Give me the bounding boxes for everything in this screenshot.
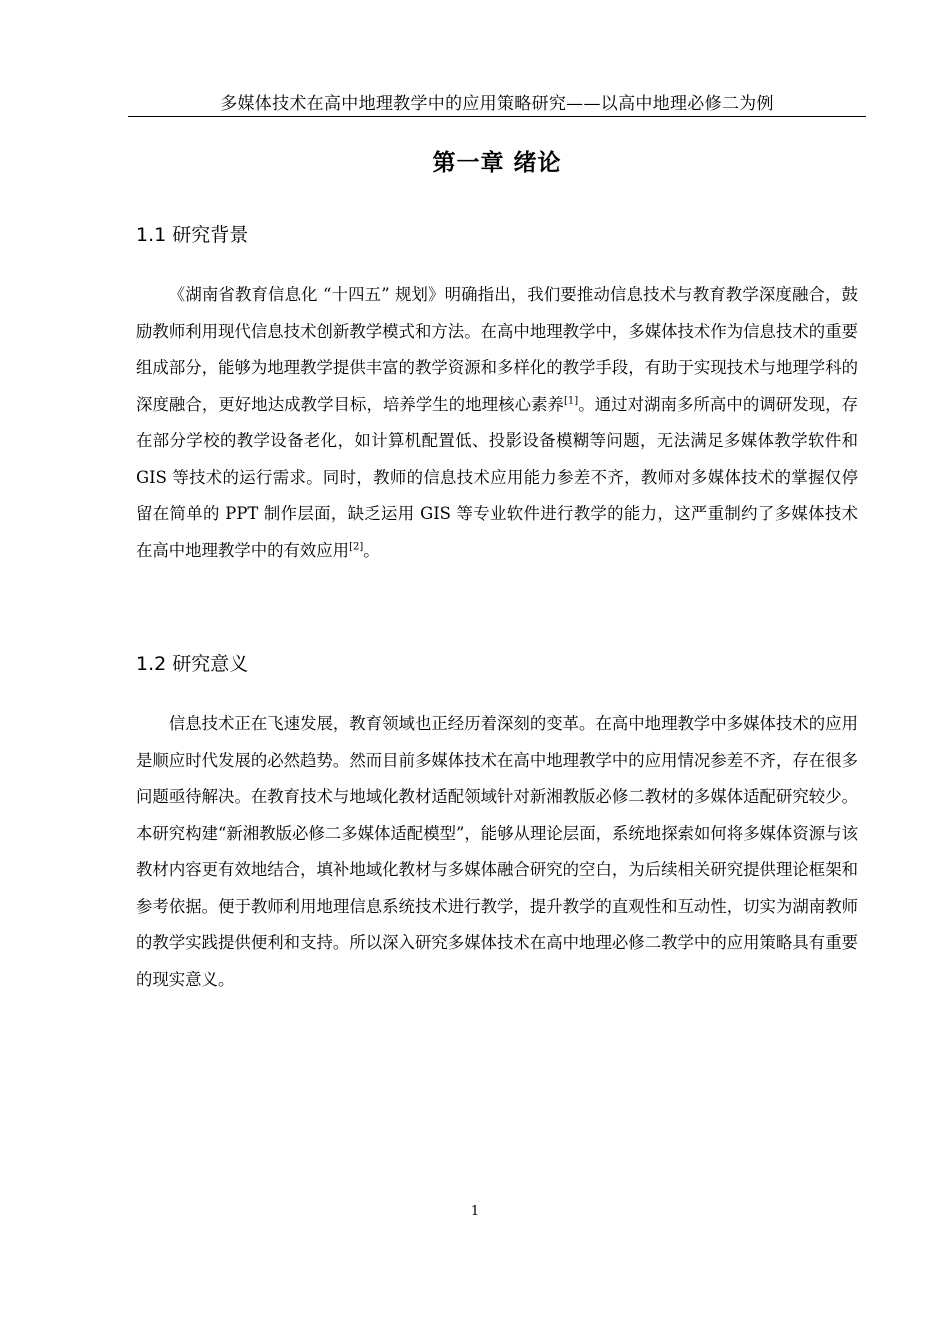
running-header: 多媒体技术在高中地理教学中的应用策略研究——以高中地理必修二为例 (220, 94, 774, 114)
paragraph-research-significance: 信息技术正在飞速发展，教育领域也正经历着深刻的变革。在高中地理教学中多媒体技术的应用是顺应时代发展的必然趋势。然而目前多媒体技术在高中地理教学中的应用情况参差不齐，存在很多问题亟待解决。在教育技术与地域化教材适配领域针对新湘教版必修二教材的多媒体适配研究较少。本研究构建“新湘教版必修二多媒体适配模型”，能够从理论层面，系统地探索如何将多媒体资源与该教材内容更有效地结合，填补地域化教材与多媒体融合研究的空白，为后续相关研究提供理论框架和参考依据。便于教师利用地理信息系统技术进行教学，提升教学的直观性和互动性，切实为湖南教师的教学实践提供便利和支持。所以深入研究多媒体技术在高中地理必修二教学中的应用策略具有重要的现实意义。 (136, 714, 858, 989)
citation-marker: [2] (349, 541, 364, 553)
paragraph-text-segment: 。通过对湖南多所高中的调研发现，存在部分学校的教学设备老化，如计算机配置低、投影设备模糊等问题，无法满足多媒体教学软件和 GIS 等技术的运行需求。同时，教师的信息技术应用能力参差不齐，教师对多媒体技术的掌握仅停留在简单的 PPT 制作层面，缺乏运用 GIS 等专业软件进行教学的能力，这严重制约了多媒体技术在高中地理教学中的有效应用 (136, 394, 859, 560)
paragraph-text-segment: 。 (363, 540, 380, 560)
page-number: 1 (470, 1204, 480, 1219)
section-heading-research-significance: 1.2 研究意义 (136, 653, 249, 675)
paragraph-text-segment: 《湖南省教育信息化 “十四五” 规划》明确指出，我们要推动信息技术与教育教学深度融合，鼓励教师利用现代信息技术创新教学模式和方法。在高中地理教学中，多媒体技术作为信息技术的重要组成部分，能够为地理教学提供丰富的教学资源和多样化的教学手段，有助于实现技术与地理学科的深度融合，更好地达成教学目标，培养学生的地理核心素养 (136, 285, 858, 414)
paragraph-research-background (136, 277, 858, 569)
section-heading-research-background: 1.1 研究背景 (136, 224, 249, 246)
header-rule (128, 116, 866, 117)
citation-marker: [1] (564, 395, 579, 407)
chapter-title: 第一章 绪论 (432, 150, 562, 176)
